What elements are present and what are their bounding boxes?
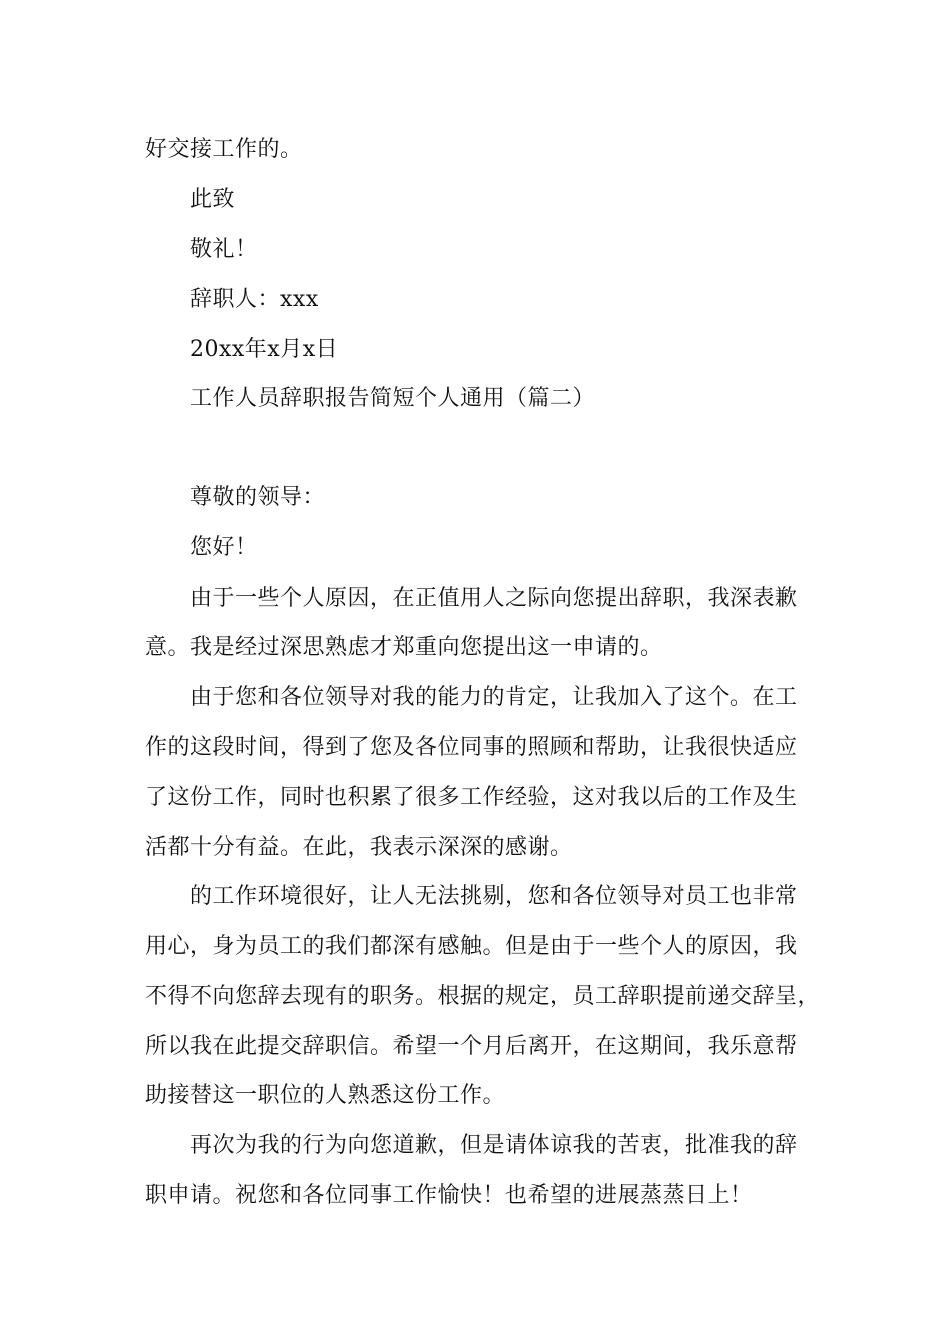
paragraph-1-line-2: 意。我是经过深思熟虑才郑重向您提出这一申请的。 <box>145 635 663 660</box>
paragraph-2-line-1: 由于您和各位领导对我的能力的肯定，让我加入了这个。在工 <box>190 685 798 710</box>
paragraph-2-line-2: 作的这段时间，得到了您及各位同事的照顾和帮助，让我很快适应 <box>145 735 798 760</box>
paragraph-3-line-5: 助接替这一职位的人熟悉这份工作。 <box>145 1083 506 1108</box>
signature-name: 辞职人：xxx <box>190 287 319 312</box>
signature-date: 20xx年x月x日 <box>190 337 339 362</box>
paragraph-3-line-4: 所以我在此提交辞职信。希望一个月后离开，在这期间，我乐意帮 <box>145 1034 798 1059</box>
text-line-continuation: 好交接工作的。 <box>145 137 303 162</box>
paragraph-4-line-1: 再次为我的行为向您道歉，但是请体谅我的苦衷，批准我的辞 <box>190 1133 798 1158</box>
greeting-hello: 您好！ <box>190 535 258 560</box>
paragraph-2-line-4: 活都十分有益。在此，我表示深深的感谢。 <box>145 835 573 860</box>
paragraph-2-line-3: 了这份工作，同时也积累了很多工作经验，这对我以后的工作及生 <box>145 785 798 810</box>
closing-salutation: 此致 <box>190 187 236 212</box>
closing-regards: 敬礼！ <box>190 237 258 262</box>
greeting-addressee: 尊敬的领导： <box>190 485 326 510</box>
section-heading: 工作人员辞职报告简短个人通用（篇二） <box>190 386 596 411</box>
paragraph-3-line-1: 的工作环境很好，让人无法挑剔，您和各位领导对员工也非常 <box>190 884 798 909</box>
paragraph-4-line-2: 职申请。祝您和各位同事工作愉快！也希望的进展蒸蒸日上！ <box>145 1183 753 1208</box>
paragraph-3-line-3: 不得不向您辞去现有的职务。根据的规定，员工辞职提前递交辞呈， <box>145 984 821 1009</box>
paragraph-1-line-1: 由于一些个人原因，在正值用人之际向您提出辞职，我深表歉 <box>190 586 798 611</box>
paragraph-3-line-2: 用心，身为员工的我们都深有感触。但是由于一些个人的原因，我 <box>145 934 798 959</box>
